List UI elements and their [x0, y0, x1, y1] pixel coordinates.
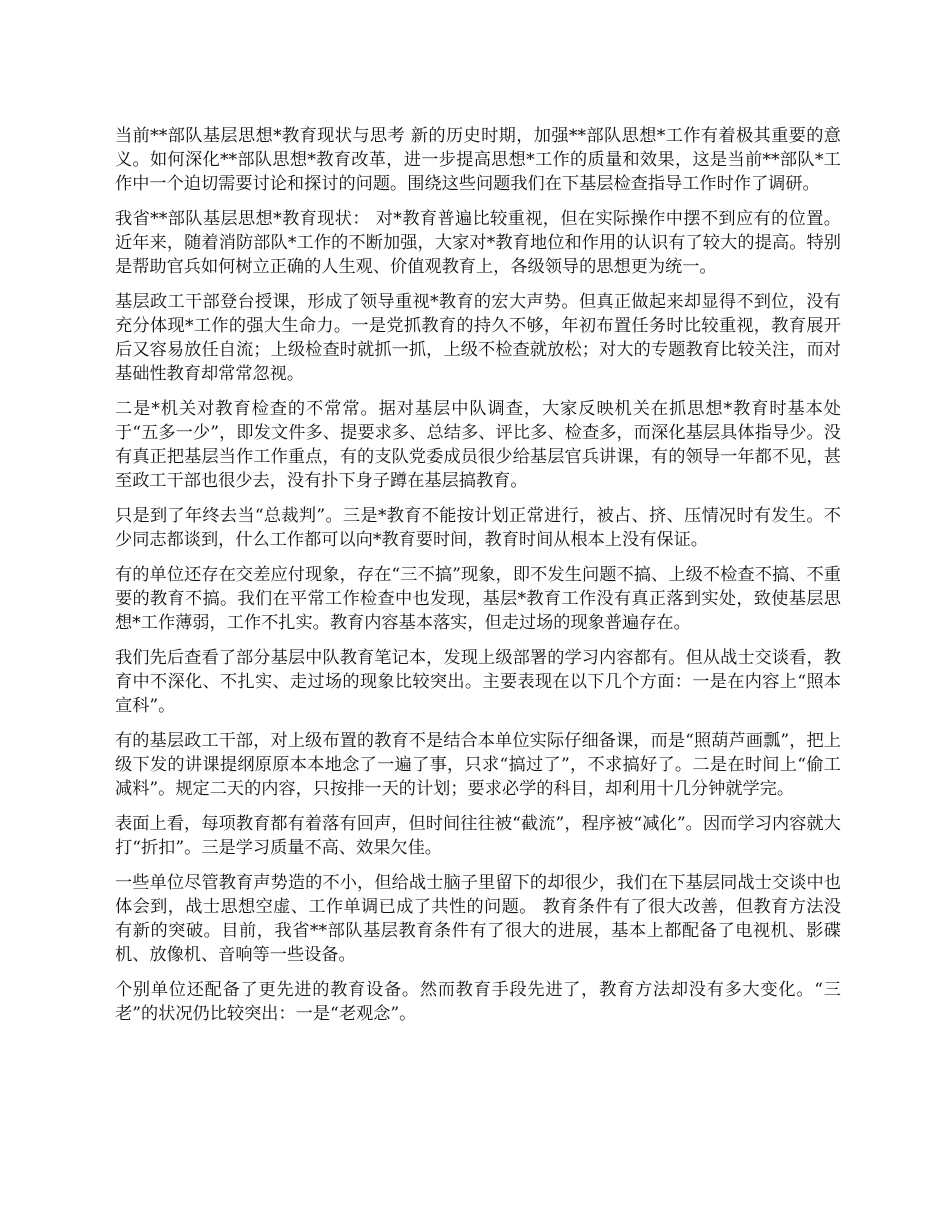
paragraph: 只是到了年终去当“总裁判”。三是*教育不能按计划正常进行，被占、挤、压情况时有发生。不少同志都谈到，什么工作都可以向*教育要时间，教育时间从根本上没有保证。	[115, 506, 841, 550]
paragraph: 我们先后查看了部分基层中队教育笔记本，发现上级部署的学习内容都有。但从战士交谈看，教育中不深化、不扎实、走过场的现象比较突出。主要表现在以下几个方面：一是在内容上“照本宣科”。	[115, 648, 841, 716]
paragraph: 个别单位还配备了更先进的教育设备。然而教育手段先进了，教育方法却没有多大变化。“三老”的状况仍比较突出：一是“老观念”。	[115, 980, 841, 1024]
paragraph: 一些单位尽管教育声势造的不小，但给战士脑子里留下的却很少，我们在下基层同战士交谈中也体会到，战士思想空虚、工作单调已成了共性的问题。 教育条件有了很大改善，但教育方法没有新的突破。目前，我省**部队基层教育条件有了很大的进展，基本上都配备了电视机、影碟机、放像机、音响等一些设备。	[115, 873, 841, 965]
document-body	[115, 124, 841, 1037]
paragraph: 我省**部队基层思想*教育现状： 对*教育普遍比较重视，但在实际操作中摆不到应有的位置。近年来，随着消防部队*工作的不断加强，大家对*教育地位和作用的认识有了较大的提高。特别是帮助官兵如何树立正确的人生观、价值观教育上，各级领导的思想更为统一。	[115, 209, 841, 277]
paragraph: 有的基层政工干部，对上级布置的教育不是结合本单位实际仔细备课，而是“照葫芦画瓢”，把上级下发的讲课提纲原原本本地念了一遍了事，只求“搞过了”，不求搞好了。二是在时间上“偷工减料”。规定二天的内容，只按排一天的计划；要求必学的科目，却利用十几分钟就学完。	[115, 731, 841, 799]
paragraph: 表面上看，每项教育都有着落有回声，但时间往往被“截流”，程序被“减化”。因而学习内容就大打“折扣”。三是学习质量不高、效果欠佳。	[115, 814, 841, 858]
paragraph: 基层政工干部登台授课，形成了领导重视*教育的宏大声势。但真正做起来却显得不到位，没有充分体现*工作的强大生命力。一是党抓教育的持久不够，年初布置任务时比较重视，教育展开后又容易放任自流；上级检查时就抓一抓，上级不检查就放松；对大的专题教育比较关注，而对基础性教育却常常忽视。	[115, 292, 841, 384]
paragraph: 二是*机关对教育检查的不常常。据对基层中队调查，大家反映机关在抓思想*教育时基本处于“五多一少”，即发文件多、提要求多、总结多、评比多、检查多，而深化基层具体指导少。没有真正把基层当作工作重点，有的支队党委成员很少给基层官兵讲课，有的领导一年都不见，甚至政工干部也很少去，没有扑下身子蹲在基层搞教育。	[115, 399, 841, 491]
paragraph: 有的单位还存在交差应付现象，存在“三不搞”现象，即不发生问题不搞、上级不检查不搞、不重要的教育不搞。我们在平常工作检查中也发现，基层*教育工作没有真正落到实处，致使基层思想*工作薄弱，工作不扎实。教育内容基本落实，但走过场的现象普遍存在。	[115, 565, 841, 633]
paragraph: 当前**部队基层思想*教育现状与思考 新的历史时期，加强**部队思想*工作有着极其重要的意义。如何深化**部队思想*教育改革，进一步提高思想*工作的质量和效果，这是当前**部队*工作中一个迫切需要讨论和探讨的问题。围绕这些问题我们在下基层检查指导工作时作了调研。	[115, 126, 841, 194]
